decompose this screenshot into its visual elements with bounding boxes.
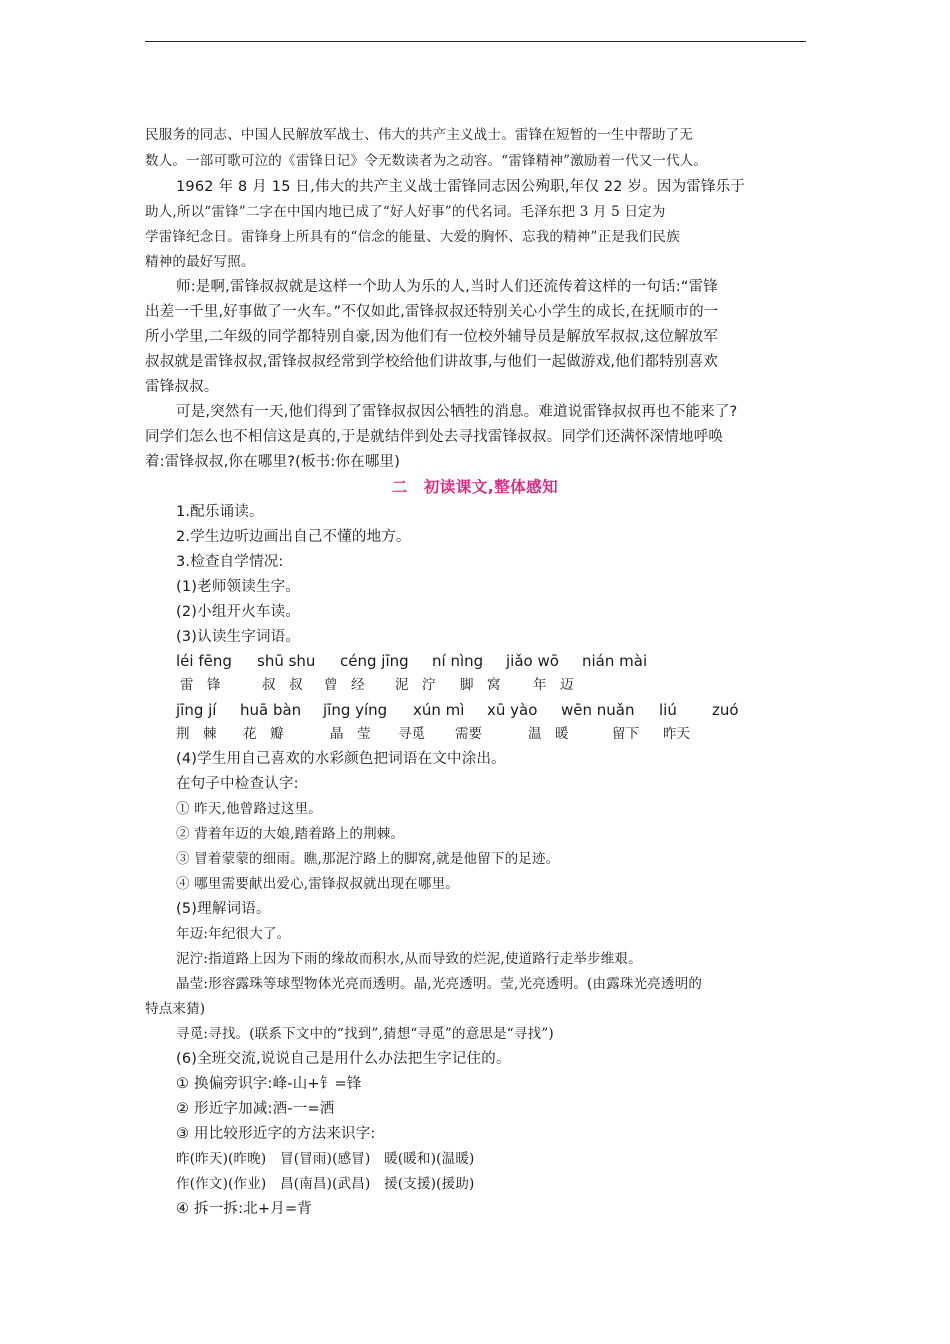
pinyin: jīng yíng	[323, 701, 388, 719]
pinyin: céng jīng	[340, 652, 409, 670]
definition-line: 寻觅:寻找。(联系下文中的“找到”,猜想“寻觅”的意思是“寻找”)	[176, 1026, 554, 1042]
method-line: ④ 拆一拆:北+月=背	[176, 1201, 312, 1217]
step-line: 3.检查自学情况:	[176, 554, 284, 570]
sentence-line: ③ 冒着蒙蒙的细雨。瞧,那泥泞路上的脚窝,就是他留下的足迹。	[176, 851, 560, 867]
text-line: 同学们怎么也不相信这是真的,于是就结伴到处去寻找雷锋叔叔。同学们还满怀深情地呼唤	[145, 429, 724, 445]
definition-line: 泥泞:指道路上因为下雨的缘故而积水,从而导致的烂泥,使道路行走举步维艰。	[176, 951, 642, 967]
step-line: (4)学生用自己喜欢的水彩颜色把词语在文中涂出。	[176, 751, 506, 767]
text-line: 雷锋叔叔。	[145, 379, 219, 395]
text-line: 师:是啊,雷锋叔叔就是这样一个助人为乐的人,当时人们还流传着这样的一句话:“雷锋	[176, 279, 718, 295]
text-line: 助人,所以“雷锋”二字在中国内地已成了“好人好事”的代名词。毛泽东把 3 月 5 日定为	[145, 204, 666, 220]
header-rule	[145, 41, 806, 42]
text-line: 所小学里,二年级的同学都特别自豪,因为他们有一位校外辅导员是解放军叔叔,这位解放军	[145, 329, 719, 345]
pinyin: jiǎo wō	[506, 652, 559, 670]
text-line: 学雷锋纪念日。雷锋身上所具有的“信念的能量、大爱的胸怀、忘我的精神”正是我们民族	[145, 229, 680, 245]
step-line: 1.配乐诵读。	[176, 504, 264, 520]
section-heading: 二 初读课文,整体感知	[391, 478, 559, 496]
pinyin: ní nìng	[432, 652, 484, 670]
pinyin: zuó	[712, 701, 739, 719]
text-line: 1962 年 8 月 15 日,伟大的共产主义战士雷锋同志因公殉职,年仅 22 岁。因为雷锋乐于	[176, 179, 746, 195]
word-chars: 泥 泞	[395, 677, 436, 693]
sentence-line: ② 背着年迈的大娘,踏着路上的荆棘。	[176, 826, 405, 842]
pinyin: jīng jí	[176, 701, 217, 719]
word-chars: 脚 窝	[460, 677, 501, 693]
definition-line: 年迈:年纪很大了。	[176, 926, 291, 942]
word-chars: 雷 锋	[180, 677, 221, 693]
pinyin: xū yào	[487, 701, 538, 719]
pinyin: shū shu	[257, 652, 316, 670]
word-chars: 留下	[612, 726, 639, 742]
text-line: 叔叔就是雷锋叔叔,雷锋叔叔经常到学校给他们讲故事,与他们一起做游戏,他们都特别喜欢	[145, 354, 719, 370]
definition-line: 特点来猜)	[145, 1001, 206, 1017]
step-line: (3)认读生字词语。	[176, 629, 301, 645]
step-line: (6)全班交流,说说自己是用什么办法把生字记住的。	[176, 1051, 511, 1067]
word-chars: 花 瓣	[243, 726, 284, 742]
word-chars: 叔 叔	[262, 677, 303, 693]
pinyin: nián mài	[582, 652, 648, 670]
sentence-line: ④ 哪里需要献出爱心,雷锋叔叔就出现在哪里。	[176, 876, 459, 892]
method-line: ① 换偏旁识字:峰-山+钅=锋	[176, 1076, 362, 1092]
word-chars: 荆 棘	[176, 726, 217, 742]
sentence-line: ① 昨天,他曾路过这里。	[176, 801, 322, 817]
step-line: 在句子中检查认字:	[176, 776, 299, 792]
word-chars: 曾 经	[324, 677, 365, 693]
text-line: 着:雷锋叔叔,你在哪里?(板书:你在哪里)	[145, 454, 401, 470]
text-line: 可是,突然有一天,他们得到了雷锋叔叔因公牺牲的消息。难道说雷锋叔叔再也不能来了?	[176, 404, 738, 420]
step-line: (5)理解词语。	[176, 901, 271, 917]
pinyin: huā bàn	[240, 701, 302, 719]
text-line: 精神的最好写照。	[145, 254, 255, 270]
step-line: (1)老师领读生字。	[176, 579, 301, 595]
text-line: 民服务的同志、中国人民解放军战士、伟大的共产主义战士。雷锋在短暂的一生中帮助了无	[145, 127, 693, 143]
compare-line: 作(作文)(作业) 昌(南昌)(武昌) 援(支援)(援助)	[176, 1176, 475, 1192]
pinyin: liú	[659, 701, 677, 719]
method-line: ③ 用比较形近字的方法来识字:	[176, 1126, 376, 1142]
pinyin: léi fēng	[176, 652, 232, 670]
word-chars: 昨天	[663, 726, 690, 742]
step-line: 2.学生边听边画出自己不懂的地方。	[176, 529, 411, 545]
word-chars: 温 暖	[528, 726, 569, 742]
word-chars: 需要	[455, 726, 482, 742]
pinyin: wēn nuǎn	[561, 701, 635, 719]
method-line: ② 形近字加减:酒-一=洒	[176, 1101, 335, 1117]
pinyin: xún mì	[413, 701, 465, 719]
compare-line: 昨(昨天)(昨晚) 冒(冒雨)(感冒) 暖(暖和)(温暖)	[176, 1151, 475, 1167]
text-line: 数人。一部可歌可泣的《雷锋日记》令无数读者为之动容。“雷锋精神”激励着一代又一代人。	[145, 153, 708, 169]
word-chars: 寻觅	[398, 726, 425, 742]
text-line: 出差一千里,好事做了一火车。”不仅如此,雷锋叔叔还特别关心小学生的成长,在抚顺市的一	[145, 304, 719, 320]
word-chars: 晶 莹	[330, 726, 371, 742]
definition-line: 晶莹:形容露珠等球型物体光亮而透明。晶,光亮透明。莹,光亮透明。(由露珠光亮透明的	[176, 976, 703, 992]
step-line: (2)小组开火车读。	[176, 604, 301, 620]
word-chars: 年 迈	[533, 677, 574, 693]
